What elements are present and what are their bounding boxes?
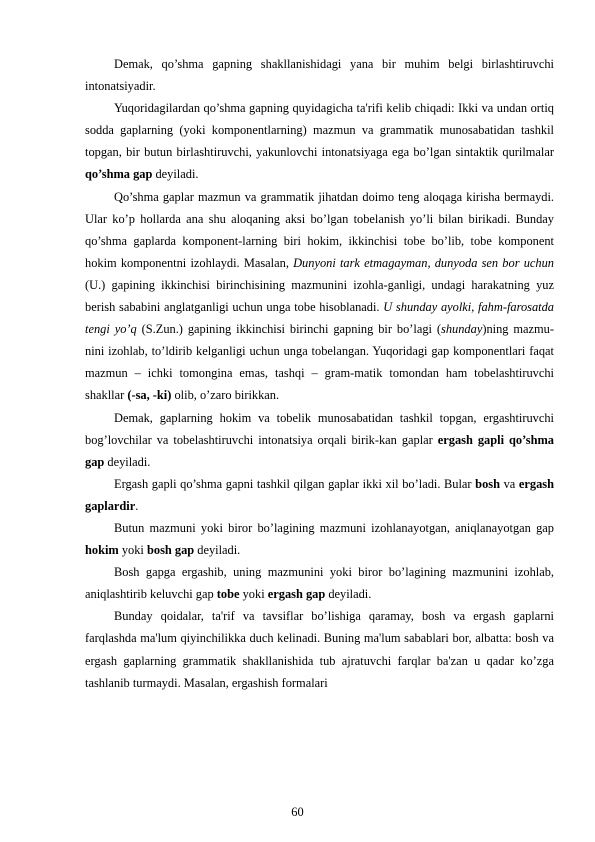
document-body — [85, 53, 554, 694]
text-run: olib, o’zaro birikkan. — [171, 388, 280, 403]
text-run: Butun mazmuni yoki biror bo’lagining mazmuni izohlanayotgan, aniqlanayotgan gap — [114, 520, 554, 535]
example-quote: Dunyoni tark etmagayman, dunyoda sen bor uchun — [293, 255, 554, 270]
text-run: Demak, qo’shma gapning shakllanishidagi yana bir muhim belgi birlashtiruvchi intonatsiyadir. — [85, 57, 554, 94]
text-run: deyiladi. — [194, 543, 241, 558]
paragraph-definition-complex — [85, 407, 554, 473]
term-ergash-gapli: ergash gapli qo’shma gap — [85, 432, 554, 469]
paragraph-two-types — [85, 473, 554, 517]
suffix-forms: (-sa, -ki) — [127, 388, 172, 403]
text-run: deyiladi. — [325, 587, 372, 602]
term-qoshma-gap: qo’shma gap — [85, 167, 153, 182]
text-run: Demak, gaplarning hokim va tobelik munosabatidan tashkil topgan, ergashtiruvchi bog’lovchilar va tobelashtiruvchi intonatsiya orqali birik-kan gaplar — [85, 410, 554, 447]
text-run: . — [135, 498, 139, 513]
text-run: Ergash gapli qo’shma gapni tashkil qilgan gaplar ikki xil bo’ladi. Bular — [114, 476, 476, 491]
text-run: deyiladi. — [104, 454, 151, 469]
example-quote: U shunday ayolki, fahm-farosatda tengi yo’q — [85, 300, 554, 337]
text-run: Yuqoridagilardan qo’shma gapning quyidagicha ta'rifi kelib chiqadi: Ikki va undan ortiq sodda gaplarning (yoki komponentlarning) mazmun va grammatik munosabatidan tashkil topgan, bir butun birlashtiruvchi, yakunlovchi intonatsiyaga ega bo’lgan sintaktik qurilmalar — [85, 101, 554, 160]
term-bosh-gap: bosh gap — [146, 543, 195, 558]
paragraph-intonation — [85, 53, 554, 97]
term-ergash-gap: ergash gap — [267, 587, 326, 602]
text-run: Qo’shma gaplar mazmun va grammatik jihatdan doimo teng aloqaga kirisha bermaydi. Ular ko’p hollarda ana shu aloqaning aksi bo’lgan tobelanish yo’li bilan birikadi. Bunday qo’shma gaplarda komponent-larning biri hokim, ikkinchisi tobe bo’lib, tobe komponent hokim komponentni izohlaydi. Masalan, — [85, 189, 554, 270]
text-run: yoki — [239, 587, 268, 602]
text-run: va — [499, 476, 519, 491]
paragraph-subordinate-clause — [85, 561, 554, 605]
term-hokim: hokim — [85, 543, 119, 558]
text-run: deyiladi. — [152, 167, 199, 182]
page-number: 60 — [291, 805, 304, 819]
text-run: yoki — [118, 543, 147, 558]
paragraph-definition-compound — [85, 97, 554, 185]
paragraph-main-clause — [85, 517, 554, 561]
example-word: shunday — [441, 322, 483, 337]
paragraph-difficulty — [85, 605, 554, 693]
term-tobe: tobe — [216, 587, 240, 602]
text-run: )ning mazmu-nini izohlab, to’ldirib kelganligi uchun unga tobelangan. Yuqoridagi gap komponentlari faqat mazmun – ichki tomongina emas, tashqi – gram-matik tomondan ham tobelashtiruvchi shakllar — [85, 322, 554, 403]
term-ergash-gaplardir: ergash gaplardir — [85, 476, 554, 513]
term-bosh: bosh — [475, 476, 500, 491]
text-run: Bosh gapga ergashib, uning mazmunini yoki biror bo’lagining mazmunini izohlab, aniqlashtirib keluvchi gap — [85, 565, 554, 602]
paragraph-subordination — [85, 186, 554, 407]
text-run: Bunday qoidalar, ta'rif va tavsiflar bo’lishiga qaramay, bosh va ergash gaplarni farqlashda ma'lum qiyinchilikka duch kelinadi. Buning ma'lum sabablari bor, albatta: bosh va ergash gaplarning grammatik shakllanishida tub ajratuvchi farqlar ba'zan u qadar ko’zga tashlanib turmaydi. Masalan, ergashish formalari — [85, 609, 554, 690]
text-run: (U.) gapining ikkinchisi birinchisining mazmunini izohla-ganligi, undagi harakatning yuz berish sababini anglatganligi uchun unga tobe hisoblanadi. — [85, 277, 554, 315]
text-run: (S.Zun.) gapining ikkinchisi birinchi gapning bir bo’lagi ( — [136, 322, 442, 337]
